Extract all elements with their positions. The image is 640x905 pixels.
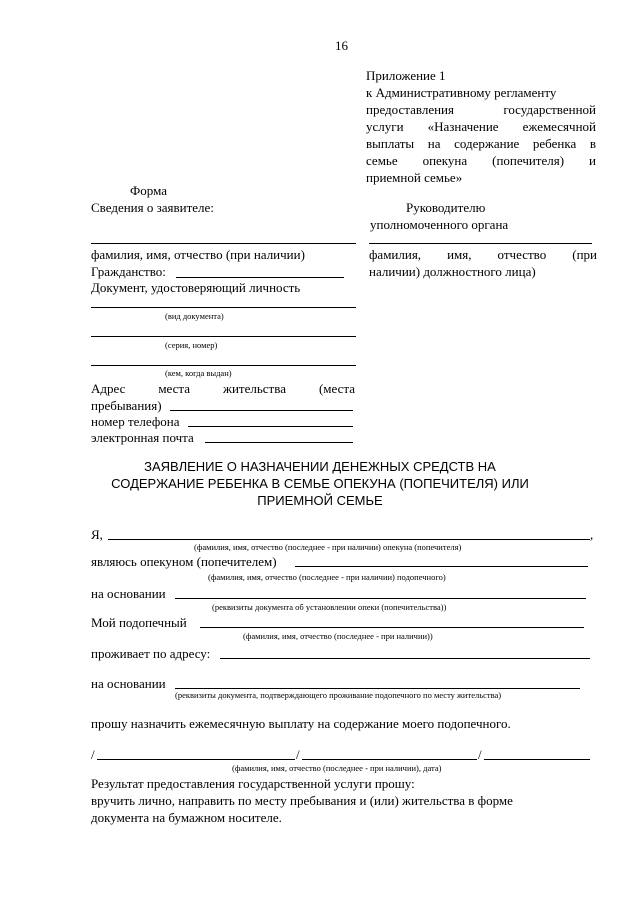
official-fio-line[interactable] — [369, 243, 592, 244]
basis-caption: (реквизиты документа об установлении опеки (попечительства)) — [212, 602, 447, 612]
request-text: прошу назначить ежемесячную выплату на содержание моего подопечного. — [91, 716, 511, 731]
i-label: Я, — [91, 527, 103, 542]
ward-label: Мой подопечный — [91, 615, 187, 630]
appendix-line: услуги «Назначение ежемесячной — [366, 119, 596, 134]
i-comma: , — [590, 527, 594, 542]
email-line[interactable] — [205, 442, 353, 443]
head-title: уполномоченного органа — [370, 217, 509, 232]
phone-line[interactable] — [188, 426, 353, 427]
identity-doc-label: Документ, удостоверяющий личность — [91, 280, 301, 295]
ward-fio-line[interactable] — [295, 566, 588, 567]
official-fio-caption-cont: наличии) должностного лица) — [369, 264, 536, 279]
applicant-info-label: Сведения о заявителе: — [91, 200, 214, 215]
address-label-cont: пребывания) — [91, 398, 162, 413]
basis-line[interactable] — [175, 598, 586, 599]
ward-line[interactable] — [200, 627, 584, 628]
guardian-label: являюсь опекуном (попечителем) — [91, 554, 277, 569]
doc-issued-caption: (кем, когда выдан) — [165, 368, 232, 378]
address-label: Адрес места жительства (места — [91, 381, 355, 396]
statement-title: СОДЕРЖАНИЕ РЕБЕНКА В СЕМЬЕ ОПЕКУНА (ПОПЕЧИТЕЛЯ) ИЛИ — [111, 476, 529, 491]
basis-label: на основании — [91, 586, 166, 601]
ward-fio-caption: (фамилия, имя, отчество (последнее - при наличии) подопечного) — [208, 572, 446, 582]
signature-slash: / — [91, 747, 95, 762]
applicant-fio-line[interactable] — [91, 243, 356, 244]
doc-series-line[interactable] — [91, 336, 356, 337]
phone-label: номер телефона — [91, 414, 180, 429]
doc-issued-line[interactable] — [91, 365, 356, 366]
signature-line[interactable] — [97, 759, 295, 760]
guardian-fio-caption: (фамилия, имя, отчество (последнее - при наличии) опекуна (попечителя) — [194, 542, 462, 552]
signature-caption: (фамилия, имя, отчество (последнее - при наличии), дата) — [232, 763, 442, 773]
address-line[interactable] — [170, 410, 353, 411]
signature-fio-line[interactable] — [302, 759, 477, 760]
lives-label: проживает по адресу: — [91, 646, 211, 661]
page-number: 16 — [335, 38, 348, 53]
doc-type-caption: (вид документа) — [165, 311, 224, 321]
citizenship-line[interactable] — [176, 277, 344, 278]
statement-title: ПРИЕМНОЙ СЕМЬЕ — [257, 493, 383, 508]
form-label: Форма — [130, 183, 167, 198]
result-text: документа на бумажном носителе. — [91, 810, 282, 825]
appendix-line: Приложение 1 — [366, 68, 446, 83]
signature-slash: / — [478, 747, 482, 762]
email-label: электронная почта — [91, 430, 194, 445]
basis2-line[interactable] — [175, 688, 580, 689]
doc-series-caption: (серия, номер) — [165, 340, 218, 350]
citizenship-label: Гражданство: — [91, 264, 166, 279]
lives-line[interactable] — [220, 658, 590, 659]
official-fio-caption: фамилия, имя, отчество (при — [369, 247, 597, 262]
signature-slash: / — [296, 747, 300, 762]
head-title: Руководителю — [406, 200, 486, 215]
signature-date-line[interactable] — [484, 759, 590, 760]
guardian-fio-line[interactable] — [108, 539, 590, 540]
appendix-line: к Административному регламенту — [366, 85, 557, 100]
basis2-label: на основании — [91, 676, 166, 691]
statement-title: ЗАЯВЛЕНИЕ О НАЗНАЧЕНИИ ДЕНЕЖНЫХ СРЕДСТВ НА — [144, 459, 496, 474]
applicant-fio-caption: фамилия, имя, отчество (при наличии) — [91, 247, 305, 262]
appendix-line: предоставления государственной — [366, 102, 596, 117]
appendix-line: приемной семье» — [366, 170, 463, 185]
result-text: Результат предоставления государственной услуги прошу: — [91, 776, 415, 791]
appendix-line: семье опекуна (попечителя) и — [366, 153, 596, 168]
appendix-line: выплаты на содержание ребенка в — [366, 136, 596, 151]
doc-type-line[interactable] — [91, 307, 356, 308]
ward-caption: (фамилия, имя, отчество (последнее - при наличии)) — [243, 631, 433, 641]
basis2-caption: (реквизиты документа, подтверждающего проживание подопечного по месту жительства) — [175, 690, 502, 700]
result-text: вручить лично, направить по месту пребывания и (или) жительства в форме — [91, 793, 513, 808]
